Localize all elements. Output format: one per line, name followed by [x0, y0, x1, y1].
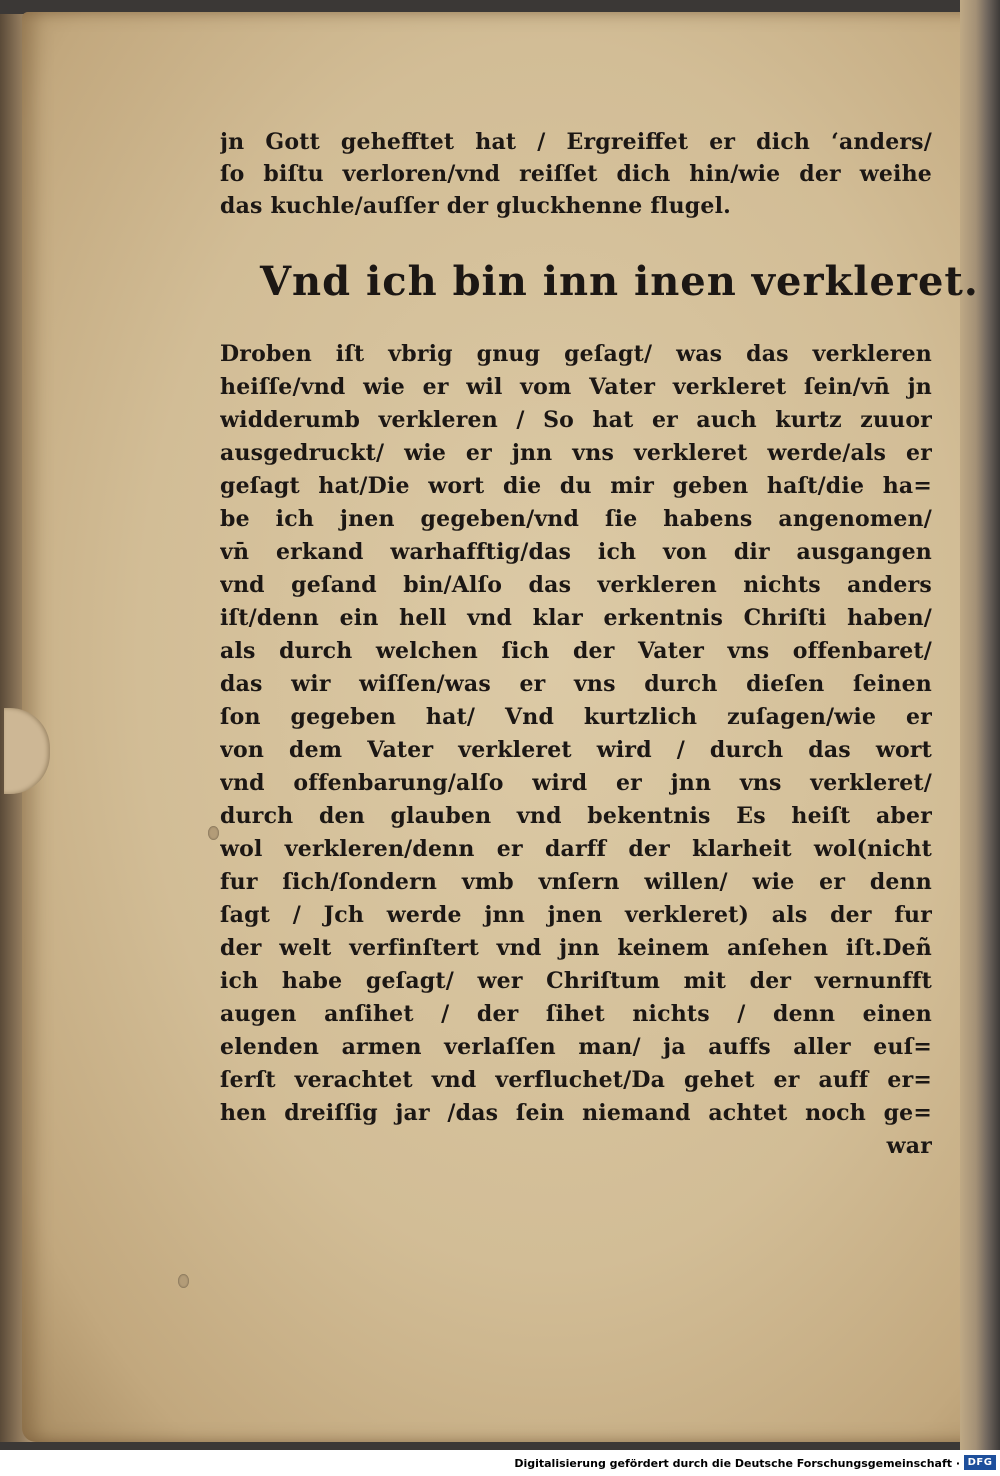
text-line: von dem Vater verkleret wird / durch das wort — [220, 737, 932, 763]
text-line: ich habe geſagt/ wer Chriſtum mit der vernunfft — [220, 968, 932, 994]
text-line: das kuchle/auſſer der gluckhenne flugel. — [220, 193, 731, 219]
text-line: heiſſe/vnd wie er wil vom Vater verkleret ſein/vn̄ jn — [220, 374, 932, 400]
dfg-logo: DFG — [964, 1455, 996, 1470]
text-line: hen dreiſſig jar /das ſein niemand achtet noch ge= — [220, 1100, 932, 1126]
text-line: vnd geſand bin/Alſo das verkleren nichts anders — [220, 572, 932, 598]
text-line: widderumb verkleren / So hat er auch kurtz zuuor — [220, 407, 932, 433]
funding-credit: Digitalisierung gefördert durch die Deutsche Forschungsgemeinschaft · — [514, 1457, 960, 1470]
text-line: ſon gegeben hat/ Vnd kurtzlich zuſagen/wie er — [220, 704, 932, 730]
text-line: fur ſich/ſondern vmb vnſern willen/ wie er denn — [220, 869, 932, 895]
text-line: iſt/denn ein hell vnd klar erkentnis Chriſti haben/ — [220, 605, 932, 631]
text-line: Droben iſt vbrig gnug geſagt/ was das verkleren — [220, 341, 932, 367]
text-line: ausgedruckt/ wie er jnn vns verkleret werde/als er — [220, 440, 932, 466]
text-line: augen anſihet / der ſihet nichts / denn einen — [220, 1001, 932, 1027]
text-line: geſagt hat/Die wort die du mir geben haſt/die ha= — [220, 473, 932, 499]
text-line: ſagt / Jch werde jnn jnen verkleret) als der fur — [220, 902, 932, 928]
text-line: be ich jnen gegeben/vnd ſie habens angenomen/ — [220, 506, 932, 532]
intro-paragraph — [220, 126, 932, 222]
section-heading: Vnd ich bin inn inen verkleret. — [260, 258, 979, 305]
text-line: als durch welchen ſich der Vater vns offenbaret/ — [220, 638, 932, 664]
catchword: war — [886, 1133, 932, 1159]
page-text — [220, 126, 979, 1163]
text-line: jn Gott geheﬀtet hat / Ergreiﬀet er dich ‘anders/ — [220, 129, 932, 155]
text-line: durch den glauben vnd bekentnis Es heiſt aber — [220, 803, 932, 829]
text-line: vn̄ erkand warhafftig/das ich von dir ausgangen — [220, 539, 932, 565]
text-line: vnd offenbarung/alſo wird er jnn vns verkleret/ — [220, 770, 932, 796]
paper-hole — [208, 826, 219, 840]
text-line: das wir wiſſen/was er vns durch dieſen ſeinen — [220, 671, 932, 697]
text-line: wol verkleren/denn er darff der klarheit wol(nicht — [220, 836, 932, 862]
body-paragraph — [220, 338, 932, 1163]
text-line: der welt verfinſtert vnd jnn keinem anſehen iſt.Deñ — [220, 935, 932, 961]
text-line: elenden armen verlaſſen man/ ja auffs aller euſ= — [220, 1034, 932, 1060]
text-line: ſo biſtu verloren/vnd reiſſet dich hin/wie der weihe — [220, 161, 932, 187]
right-page-edge — [960, 0, 1000, 1450]
paper-hole — [178, 1274, 189, 1288]
text-line: ſerſt verachtet vnd verfluchet/Da gehet er auff er= — [220, 1067, 932, 1093]
